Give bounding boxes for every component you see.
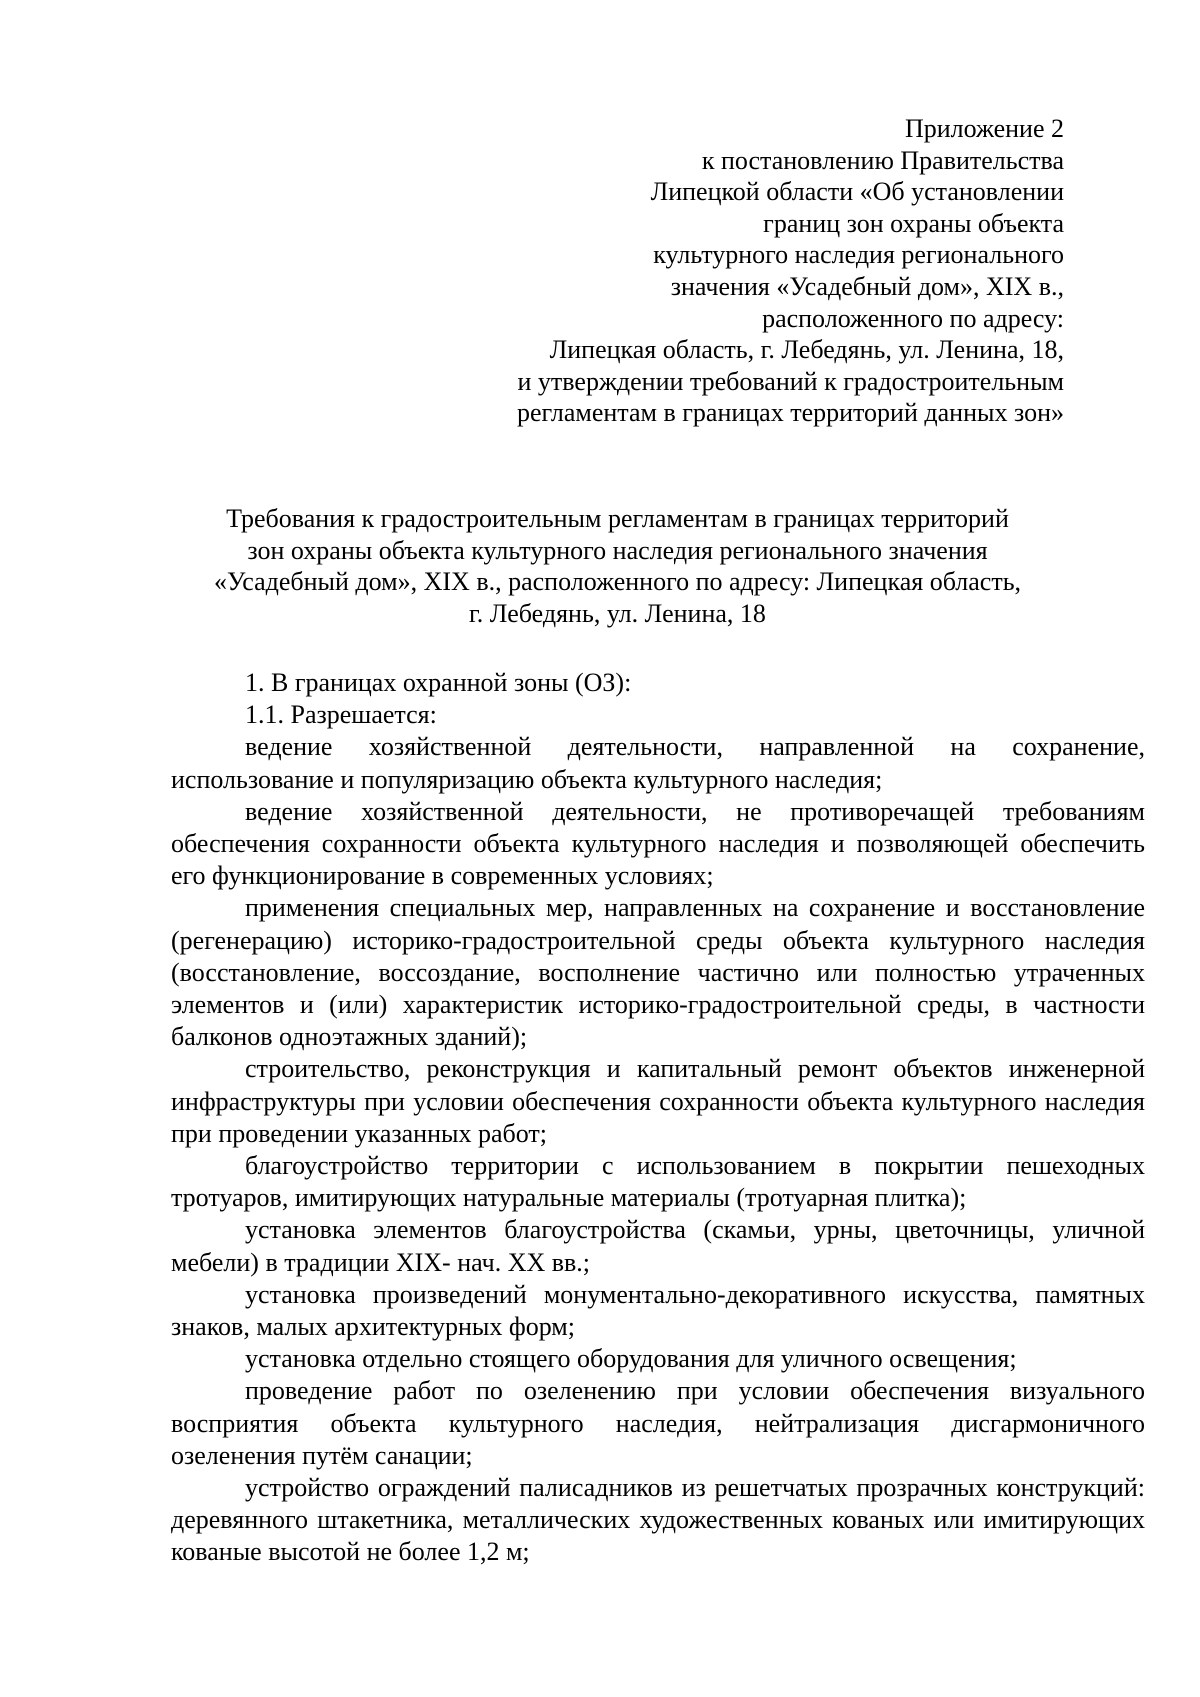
annex-block (424, 113, 1064, 429)
annex-line: границ зон охраны объекта (763, 208, 1064, 238)
annex-line: культурного наследия регионального (653, 240, 1064, 270)
paragraph: установка отдельно стоящего оборудования для уличного освещения; (245, 1344, 1017, 1374)
subsection-heading: 1.1. Разрешается: (245, 700, 437, 730)
paragraph: ведение хозяйственной деятельности, не противоречащей требованиям обеспечения сохранности объекта культурного наследия и позволяющей обеспечить его функционирование в современных условиях; (171, 796, 1145, 891)
paragraph: проведение работ по озеленению при условии обеспечения визуального восприятия объекта культурного наследия, нейтрализация дисгармоничного озеленения путём санации; (171, 1376, 1145, 1470)
annex-line: к постановлению Правительства (701, 145, 1064, 175)
paragraph: устройство ограждений палисадников из решетчатых прозрачных конструкций: деревянного штакетника, металлических художественных кованых или имитирующих кованые высотой не более 1,2 м; (171, 1473, 1145, 1567)
annex-line: значения «Усадебный дом», XIX в., (670, 271, 1064, 301)
document-title (171, 503, 1064, 629)
document-body (171, 667, 1145, 1569)
paragraph: благоустройство территории с использованием в покрытии пешеходных тротуаров, имитирующих натуральные материалы (тротуарная плитка); (171, 1151, 1145, 1213)
title-line: «Усадебный дом», XIX в., расположенного по адресу: Липецкая область, (213, 567, 1022, 597)
annex-line: расположенного по адресу: (762, 303, 1064, 333)
paragraph: установка произведений монументально-декоративного искусства, памятных знаков, малых архитектурных форм; (171, 1279, 1145, 1342)
title-line: зон охраны объекта культурного наследия регионального значения (247, 535, 988, 565)
paragraph: применения специальных мер, направленных на сохранение и восстановление (регенерацию) историко-градостроительной среды объекта культурного наследия (восстановление, воссоздание, восполнение частично или полностью утраченных элементов и (или) характеристик историко-градостроительной среды, в частности балконов одноэтажных зданий); (171, 893, 1145, 1052)
paragraph: ведение хозяйственной деятельности, направленной на сохранение, использование и популяризацию объекта культурного наследия; (171, 732, 1145, 794)
title-line: г. Лебедянь, ул. Ленина, 18 (469, 598, 766, 628)
annex-line: Приложение 2 (904, 114, 1064, 143)
annex-line: Липецкой области «Об установлении (650, 177, 1064, 207)
title-line: Требования к градостроительным регламентам в границах территорий (226, 504, 1009, 533)
annex-line: Липецкая область, г. Лебедянь, ул. Ленина, 18, (549, 335, 1064, 365)
annex-line: регламентам в границах территорий данных зон» (516, 398, 1064, 428)
paragraph: установка элементов благоустройства (скамьи, урны, цветочницы, уличной мебели) в традиции XIX- нач. XX вв.; (171, 1215, 1145, 1277)
section-heading: 1. В границах охранной зоны (ОЗ): (245, 668, 632, 697)
paragraph: строительство, реконструкция и капитальный ремонт объектов инженерной инфраструктуры при условии обеспечения сохранности объекта культурного наследия при проведении указанных работ; (171, 1054, 1145, 1148)
annex-line: и утверждении требований к градостроительным (517, 366, 1064, 396)
